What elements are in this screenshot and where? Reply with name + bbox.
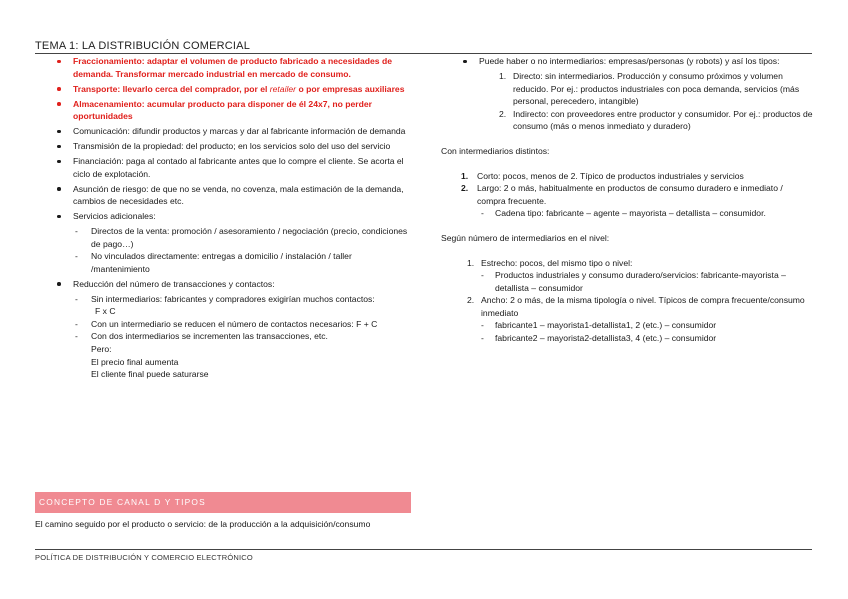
list-item-intro: Puede haber o no intermediarios: empresas/personas (y robots) y así los tipos: [441,55,813,68]
nivel-item-ancho [441,294,813,319]
distinto-item-corto [441,170,813,183]
segun-numero-heading: Según número de intermediarios en el nivel: [441,232,610,243]
type-text: Indirecto: con proveedores entre productor y consumidor. Por ej.: productos de consumo (más o menos inmediato y duradero) [513,108,813,132]
dash-item: - Con dos intermediarios se incrementen las transacciones, etc. [35,330,411,343]
list-item-servicios [35,210,411,223]
nivel-number: 2. [467,295,475,306]
type-number: 2. [499,108,507,119]
transporte-emphasis: retailer [269,83,297,94]
list-item-asuncion: Asunción de riesgo: de que no se venda, no covenza, mala estimación de la demanda, cambios de necesidades etc. [35,183,411,208]
footer-divider [35,549,812,550]
pero-item: El cliente final puede saturarse [91,369,209,380]
intermediarios-list [441,55,813,68]
left-column [35,55,411,381]
distinto-text: Largo: 2 o más, habitualmente en productos de consumo duradero e inmediato / compra frecuente. [477,183,783,206]
list-item-fraccionamiento: Fraccionamiento: adaptar el volumen de producto fabricado a necesidades de demanda. Transformar mercado industrial en mercado de consumo. [35,55,411,80]
con-intermediarios-heading: Con intermediarios distintos: [441,145,550,156]
nivel-number: 1. [467,257,475,268]
type-item-indirecto [441,108,813,133]
estrecho-sub: - Productos industriales y consumo duradero/servicios: fabricante-mayorista – detallista – consumidor [441,269,813,294]
transporte-text-end: o por empresas auxiliares [296,83,405,94]
list-item-transmision: Transmisión de la propiedad: del producto; en los servicios solo del uso del servicio [35,140,411,153]
distinto-text: Corto: pocos, menos de 2. Típico de productos industriales y servicios [477,170,744,181]
dash-item: - No vinculados directamente: entregas a domicilio / instalación / taller /mantenimiento [35,250,411,275]
dash-item: - Sin intermediarios: fabricantes y compradores exigirían muchos contactos: [35,293,411,306]
cadena-tipo: - Cadena tipo: fabricante – agente – mayorista – detallista – consumidor. [441,207,813,220]
section-paragraph: El camino seguido por el producto o servicio: de la producción a la adquisición/consumo [35,519,371,529]
type-text: Directo: sin intermediarios. Producción y consumo próximos y volumen reducido. Por ej.: productos industriales con poca demanda, servicios (más personal, perecedero, intangible) [513,70,800,107]
functions-list [35,55,411,223]
distinto-number: 2. [461,183,469,194]
nivel-text: Estrecho: pocos, del mismo tipo o nivel: [481,257,633,268]
pero-label: Pero: [91,343,112,354]
transporte-text: Transporte: llevarlo cerca del comprador, por el [73,83,270,94]
list-item-almacenamiento: Almacenamiento: acumular producto para disponer de él 24x7, no perder oportunidades [35,98,411,123]
section-heading: CONCEPTO DE CANAL D Y TIPOS [35,492,411,513]
type-number: 1. [499,70,507,81]
distinto-number: 1. [461,170,469,181]
dash-item: - Con un intermediario se reducen el número de contactos necesarios: F + C [35,318,411,331]
page-footer: POLÍTICA DE DISTRIBUCIÓN Y COMERCIO ELECTRÓNICO [35,553,253,562]
list-item-financiacion: Financiación: paga al contado al fabricante antes que lo compre el cliente. Se acorta el ciclo de explotación. [35,155,411,180]
type-item-directo [441,70,813,108]
nivel-item-estrecho [441,257,813,270]
reduccion-list [35,278,411,291]
pero-item: El precio final aumenta [91,356,179,367]
ancho-sub: - fabricante2 – mayorista2-detallista3, 4 (etc.) – consumidor [441,332,813,345]
list-item-transporte [35,83,411,96]
right-column [441,55,813,345]
servicios-label: Servicios adicionales: [73,211,156,222]
nivel-text: Ancho: 2 o más, de la misma tipología o nivel. Típicos de compra frecuente/consumo inmediato [481,295,805,318]
page-title: TEMA 1: LA DISTRIBUCIÓN COMERCIAL [35,40,251,52]
dash-item: - Directos de la venta: promoción / asesoramiento / negociación (precio, condiciones de pago…) [35,225,411,250]
formula-fxc: F x C [95,306,116,317]
list-item-comunicacion: Comunicación: difundir productos y marcas y dar al fabricante información de demanda [35,125,411,138]
distinto-item-largo [441,182,813,207]
header-divider [35,53,812,54]
list-item-reduccion: Reducción del número de transacciones y contactos: [35,278,411,291]
ancho-sub: - fabricante1 – mayorista1-detallista1, 2 (etc.) – consumidor [441,319,813,332]
